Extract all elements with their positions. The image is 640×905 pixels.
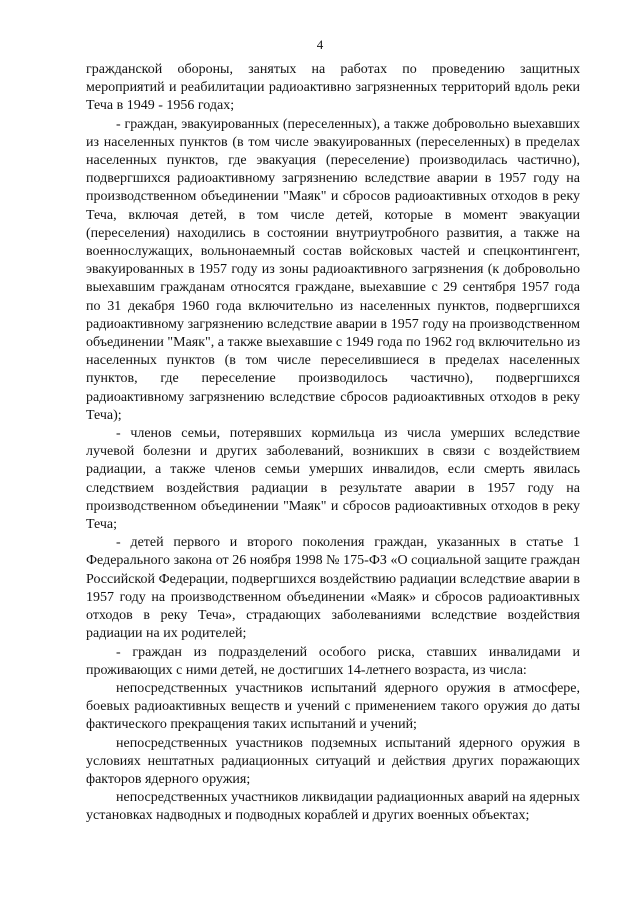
paragraph-children-generations: - детей первого и второго поколения граждан, указанных в статье 1 Федерального закона от 26 ноября 1998 № 175-ФЗ «О социальной защите граждан Российской Федерации, подвергшихся воздействию радиации вследствие аварии в 1957 году на производственном объединении «Маяк» и сбросов радиоактивных отходов в реку Теча», страдающих заболеваниями вследствие воздействия радиации на их родителей;	[86, 535, 580, 642]
paragraph-evacuated-citizens: - граждан, эвакуированных (переселенных), а также добровольно выехавших из населенных пунктов (в том числе эвакуированных (переселенных) в пределах населенных пунктов, где эвакуация (переселение) производилась частично), подвергшихся радиоактивному загрязнению вследствие аварии в 1957 году на производственном объединении "Маяк" и сбросов радиоактивных отходов в реку Теча, включая детей, в том числе детей, которые в момент эвакуации (переселения) находились в состоянии внутриутробного развития, а также на военнослужащих, вольнонаемный состав войсковых частей и спецконтингент, эвакуированных в 1957 году из зоны радиоактивного загрязнения (к добровольно выехавшим гражданам относятся граждане, выехавшие с 29 сентября 1957 года по 31 декабря 1960 года включительно из населенных пунктов, подвергшихся радиоактивному загрязнению вследствие аварии в 1957 году на производственном объединении "Маяк", а также выехавшие с 1949 года по 1962 год включительно из населенных пунктов (в том числе переселившиеся в пределах населенных пунктов, где переселение производилось частично), подвергшихся радиоактивному загрязнению вследствие сбросов радиоактивных отходов в реку Теча);	[86, 116, 580, 423]
body-text	[86, 61, 580, 826]
paragraph-underground-tests: непосредственных участников подземных испытаний ядерного оружия в условиях нештатных радиационных ситуаций и действия других поражающих факторов ядерного оружия;	[86, 735, 580, 787]
paragraph-special-risk-units: - граждан из подразделений особого риска, ставших инвалидами и проживающих с ними детей, не достигших 14-летнего возраста, из числа:	[86, 644, 580, 678]
page-number: 4	[316, 37, 324, 52]
paragraph-accident-liquidation: непосредственных участников ликвидации радиационных аварий на ядерных установках надводных и подводных кораблей и других военных объектах;	[86, 790, 580, 824]
paragraph-civil-defense: гражданской обороны, занятых на работах по проведению защитных мероприятий и реабилитации радиоактивно загрязненных территорий вдоль реки Теча в 1949 - 1956 годах;	[86, 62, 580, 114]
paragraph-family-members: - членов семьи, потерявших кормильца из числа умерших вследствие лучевой болезни и других заболеваний, возникших в связи с воздействием радиации, а также членов семьи умерших инвалидов, если смерть явилась следствием воздействия радиации в результате аварии в 1957 году на производственном объединении "Маяк" и сбросов радиоактивных отходов в реку Теча;	[86, 426, 580, 533]
paragraph-atmospheric-tests: непосредственных участников испытаний ядерного оружия в атмосфере, боевых радиоактивных веществ и учений с применением такого оружия до даты фактического прекращения таких испытаний и учений;	[86, 680, 580, 733]
